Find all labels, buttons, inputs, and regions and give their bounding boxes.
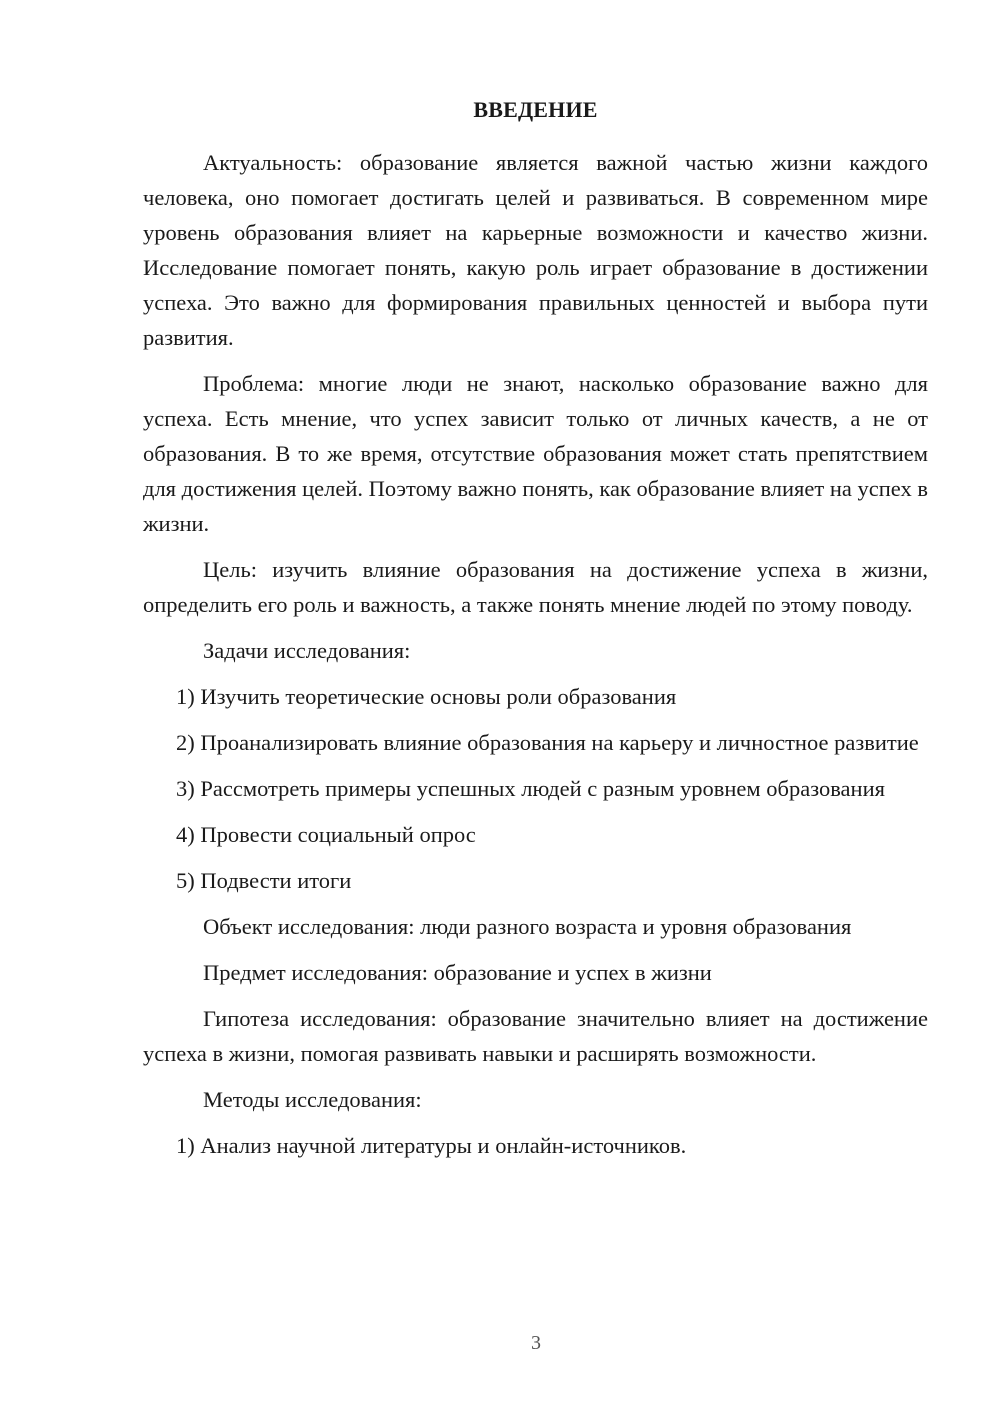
subject-paragraph: Предмет исследования: образование и успех в жизни	[203, 960, 712, 985]
methods-heading: Методы исследования:	[203, 1087, 422, 1112]
section-title: ВВЕДЕНИЕ	[473, 97, 598, 122]
tasks-heading: Задачи исследования:	[203, 638, 411, 663]
task-item-5: 5) Подвести итоги	[176, 868, 352, 893]
page-number: 3	[531, 1332, 541, 1354]
goal-paragraph: Цель: изучить влияние образования на достижение успеха в жизни, определить его роль и важность, а также понять мнение людей по этому поводу.	[143, 557, 928, 617]
hypothesis-paragraph: Гипотеза исследования: образование значительно влияет на достижение успеха в жизни, помогая развивать навыки и расширять возможности.	[143, 1006, 928, 1066]
task-item-1: 1) Изучить теоретические основы роли образования	[176, 684, 677, 709]
object-paragraph: Объект исследования: люди разного возраста и уровня образования	[203, 914, 852, 939]
task-item-3: 3) Рассмотреть примеры успешных людей с разным уровнем образования	[176, 776, 885, 801]
problem-paragraph: Проблема: многие люди не знают, насколько образование важно для успеха. Есть мнение, что успех зависит только от личных качеств, а не от образования. В то же время, отсутствие образования может стать препятствием для достижения целей. Поэтому важно понять, как образование влияет на успех в жизни.	[143, 371, 928, 536]
task-item-4: 4) Провести социальный опрос	[176, 822, 476, 847]
method-item-1: 1) Анализ научной литературы и онлайн-источников.	[176, 1133, 687, 1158]
relevance-paragraph: Актуальность: образование является важной частью жизни каждого человека, оно помогает достигать целей и развиваться. В современном мире уровень образования влияет на карьерные возможности и качество жизни. Исследование помогает понять, какую роль играет образование в достижении успеха. Это важно для формирования правильных ценностей и выбора пути развития.	[143, 150, 928, 350]
document-page	[143, 92, 928, 1174]
task-item-2: 2) Проанализировать влияние образования на карьеру и личностное развитие	[176, 730, 919, 755]
